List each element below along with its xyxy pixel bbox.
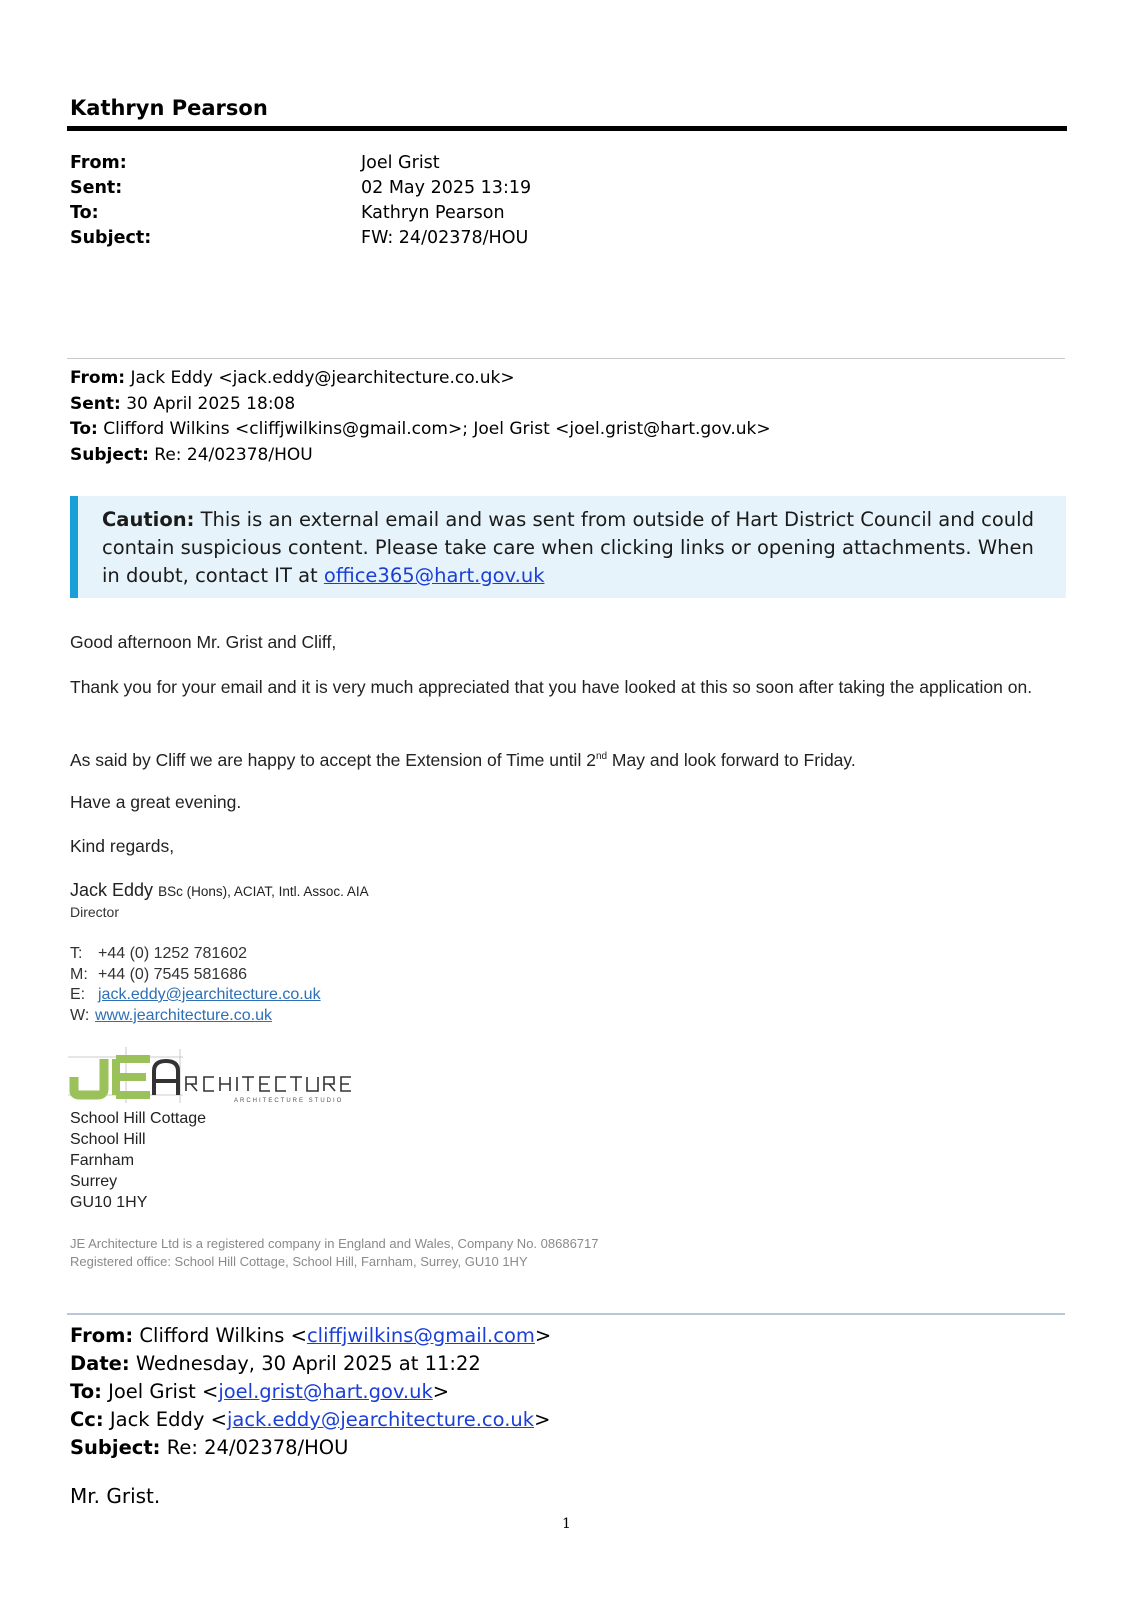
body-paragraph-3: Have a great evening. <box>70 792 242 812</box>
contact-value: +44 (0) 1252 781602 <box>98 945 248 962</box>
field-value: 30 April 2025 18:08 <box>126 393 296 414</box>
signature-name <box>70 880 369 901</box>
original-message-header <box>70 1322 551 1462</box>
field-value: Jack Eddy <box>109 1408 205 1431</box>
field-label: Sent: <box>70 393 121 414</box>
field-label: From: <box>70 1324 134 1347</box>
field-value: Re: 24/02378/HOU <box>166 1436 349 1459</box>
signature-website-link[interactable]: www.jearchitecture.co.uk <box>95 1006 272 1024</box>
header-label: Subject: <box>70 228 152 248</box>
original-cc: Cc: Jack Eddy <jack.eddy@jearchitecture.co.uk> <box>70 1408 551 1431</box>
original-from: From: Clifford Wilkins <cliffjwilkins@gmail.com> <box>70 1324 552 1347</box>
closing: Kind regards, <box>70 836 175 856</box>
address-line: School Hill Cottage <box>70 1110 207 1127</box>
je-architecture-logo <box>68 1047 368 1105</box>
header-value: Kathryn Pearson <box>361 203 505 223</box>
forwarded-to <box>70 417 771 443</box>
body-paragraph-1: Thank you for your email and it is very much appreciated that you have looked at this so soon after taking the application on. <box>70 677 1033 697</box>
forwarded-from <box>70 366 771 392</box>
contact-email <box>70 985 321 1006</box>
field-value: Re: 24/02378/HOU <box>154 444 313 465</box>
contact-label: W: <box>70 1006 90 1024</box>
page-number: 1 <box>562 1516 571 1532</box>
original-greeting: Mr. Grist. <box>70 1484 161 1508</box>
text-run: May and look forward to Friday. <box>607 749 856 770</box>
forwarded-subject <box>70 443 771 469</box>
text-run: As said by Cliff we are happy to accept the Extension of Time until 2 <box>70 749 596 770</box>
field-label: Subject: <box>70 1436 161 1459</box>
original-subject <box>70 1434 551 1462</box>
field-value: Joel Grist <box>108 1380 196 1403</box>
contact-website <box>70 1006 321 1027</box>
address-line: GU10 1HY <box>70 1194 148 1211</box>
header-value: FW: 24/02378/HOU <box>361 228 529 248</box>
field-label: Subject: <box>70 444 149 465</box>
signature-email-link[interactable]: jack.eddy@jearchitecture.co.uk <box>98 986 321 1003</box>
address-line: Surrey <box>70 1173 118 1190</box>
title-rule <box>67 126 1067 131</box>
contact-mobile <box>70 965 321 986</box>
field-label: To: <box>70 1380 102 1403</box>
from-email-link[interactable]: cliffjwilkins@gmail.com <box>306 1324 535 1347</box>
original-date <box>70 1350 551 1378</box>
mailbox-owner-name: Kathryn Pearson <box>70 96 268 120</box>
field-label: Date: <box>70 1352 130 1375</box>
contact-label: T: <box>70 945 83 962</box>
field-value: Wednesday, 30 April 2025 at 11:22 <box>135 1352 481 1375</box>
caution-message: This is an external email and was sent from outside of Hart District Council and could contain suspicious content. Please take care when clicking links or opening attachments. When in doubt, contact IT at <box>102 508 1034 587</box>
field-label: To: <box>70 419 98 439</box>
external-email-caution-banner <box>70 496 1066 598</box>
signature-title: Director <box>70 904 120 920</box>
address-line: Farnham <box>70 1152 135 1169</box>
contact-phone <box>70 944 321 965</box>
contact-value: +44 (0) 7545 581686 <box>98 965 248 983</box>
greeting: Good afternoon Mr. Grist and Cliff, <box>70 632 337 652</box>
legal-line: JE Architecture Ltd is a registered company in England and Wales, Company No. 08686717 <box>70 1236 599 1251</box>
logo-tagline: ARCHITECTURE STUDIO <box>234 1098 344 1104</box>
signature-address <box>70 1108 206 1213</box>
caution-label: Caution: <box>102 508 195 531</box>
header-label: Sent: <box>70 178 123 198</box>
forward-divider <box>67 358 1065 359</box>
cc-email-link[interactable]: jack.eddy@jearchitecture.co.uk <box>226 1408 535 1431</box>
forwarded-sent <box>70 392 771 418</box>
header-label: To: <box>70 203 99 223</box>
signer-name: Jack Eddy <box>70 880 154 900</box>
to-email-link[interactable]: joel.grist@hart.gov.uk <box>218 1380 433 1403</box>
header-value: 02 May 2025 13:19 <box>361 178 532 198</box>
header-label: From: <box>70 153 127 173</box>
legal-line: Registered office: School Hill Cottage, School Hill, Farnham, Surrey, GU10 1HY <box>70 1254 528 1269</box>
contact-label: E: <box>70 986 86 1003</box>
original-message-divider <box>67 1313 1065 1315</box>
signer-credentials: BSc (Hons), ACIAT, Intl. Assoc. AIA <box>158 884 369 899</box>
it-support-email-link[interactable]: office365@hart.gov.uk <box>323 564 545 587</box>
field-label: From: <box>70 368 126 388</box>
superscript: nd <box>595 751 608 762</box>
signature-contacts <box>70 944 321 1026</box>
forwarded-header <box>70 366 771 468</box>
body-paragraph-2 <box>70 746 1060 771</box>
field-label: Cc: <box>70 1408 104 1431</box>
field-value: Clifford Wilkins <box>139 1324 285 1347</box>
field-value: Jack Eddy <jack.eddy@jearchitecture.co.uk> <box>130 368 515 388</box>
contact-label: M: <box>70 965 88 983</box>
address-line: School Hill <box>70 1131 146 1148</box>
company-legal-notice <box>70 1235 599 1271</box>
original-to: To: Joel Grist <joel.grist@hart.gov.uk> <box>70 1380 450 1403</box>
header-value: Joel Grist <box>361 153 440 173</box>
caution-text <box>102 506 1052 590</box>
field-value: Clifford Wilkins <cliffjwilkins@gmail.com>; Joel Grist <joel.grist@hart.gov.uk> <box>103 419 771 439</box>
